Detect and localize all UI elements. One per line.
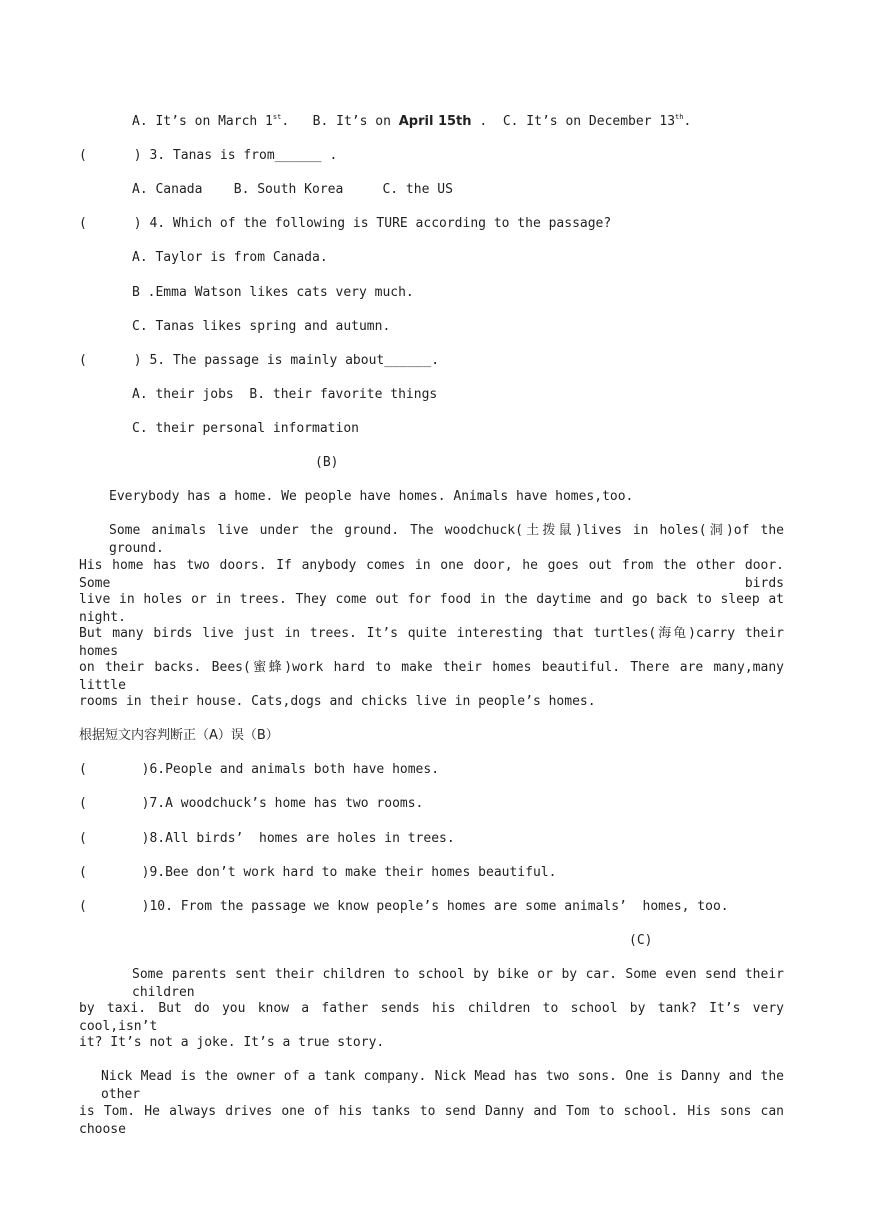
question-10: ( )10. From the passage we know people’s homes are some animals’ homes, too. xyxy=(79,899,729,914)
section-b-instruction: 根据短文内容判断正（A）误（B） xyxy=(79,728,279,743)
q2-options: A. It’s on March 1st. B. It’s on April 15th . C. It’s on December 13th. xyxy=(132,113,692,129)
question-3-stem: ( ) 3. Tanas is from______ . xyxy=(79,148,338,163)
question-5-stem: ( ) 5. The passage is mainly about______. xyxy=(79,353,440,368)
section-c-heading: (C) xyxy=(629,933,653,948)
section-c-p1-line-3: it? It’s not a joke. It’s a true story. xyxy=(79,1035,385,1050)
question-4-option-c: C. Tanas likes spring and autumn. xyxy=(132,319,391,334)
question-5-option-c: C. their personal information xyxy=(132,421,359,436)
question-4-option-b: B .Emma Watson likes cats very much. xyxy=(132,285,414,300)
question-4-stem: ( ) 4. Which of the following is TURE according to the passage? xyxy=(79,216,612,231)
section-c-p2-line-1: Nick Mead is the owner of a tank company. Nick Mead has two sons. One is Danny and the other xyxy=(101,1069,784,1102)
section-b-p2-line-2: His home has two doors. If anybody comes in one door, he goes out from the other door. Some birds xyxy=(79,558,784,591)
section-b-p2-line-5: on their backs. Bees(蜜蜂)work hard to make their homes beautiful. There are many,many little xyxy=(79,660,784,693)
question-6: ( )6.People and animals both have homes. xyxy=(79,762,440,777)
section-c-p2-line-2: is Tom. He always drives one of his tanks to send Danny and Tom to school. His sons can choose xyxy=(79,1104,784,1137)
section-c-p1-line-2: by taxi. But do you know a father sends his children to school by tank? It’s very cool,isn’t xyxy=(79,1001,784,1034)
section-b-paragraph-1: Everybody has a home. We people have homes. Animals have homes,too. xyxy=(109,489,634,504)
section-c-p1-line-1: Some parents sent their children to school by bike or by car. Some even send their children xyxy=(132,967,784,1000)
question-7: ( )7.A woodchuck’s home has two rooms. xyxy=(79,796,424,811)
section-b-p2-line-1: Some animals live under the ground. The woodchuck(土拨鼠)lives in holes(洞)of the ground. xyxy=(109,523,784,556)
question-9: ( )9.Bee don’t work hard to make their homes beautiful. xyxy=(79,865,557,880)
question-4-option-a: A. Taylor is from Canada. xyxy=(132,250,328,265)
question-8: ( )8.All birds’ homes are holes in trees. xyxy=(79,831,455,846)
question-3-options: A. Canada B. South Korea C. the US xyxy=(132,182,453,197)
section-b-p2-line-6: rooms in their house. Cats,dogs and chicks live in people’s homes. xyxy=(79,694,596,709)
section-b-p2-line-4: But many birds live just in trees. It’s quite interesting that turtles(海龟)carry their homes xyxy=(79,626,784,659)
section-b-p2-line-3: live in holes or in trees. They come out for food in the daytime and go back to sleep at night. xyxy=(79,592,784,625)
question-5-options-ab: A. their jobs B. their favorite things xyxy=(132,387,438,402)
section-b-heading: (B) xyxy=(315,455,339,470)
